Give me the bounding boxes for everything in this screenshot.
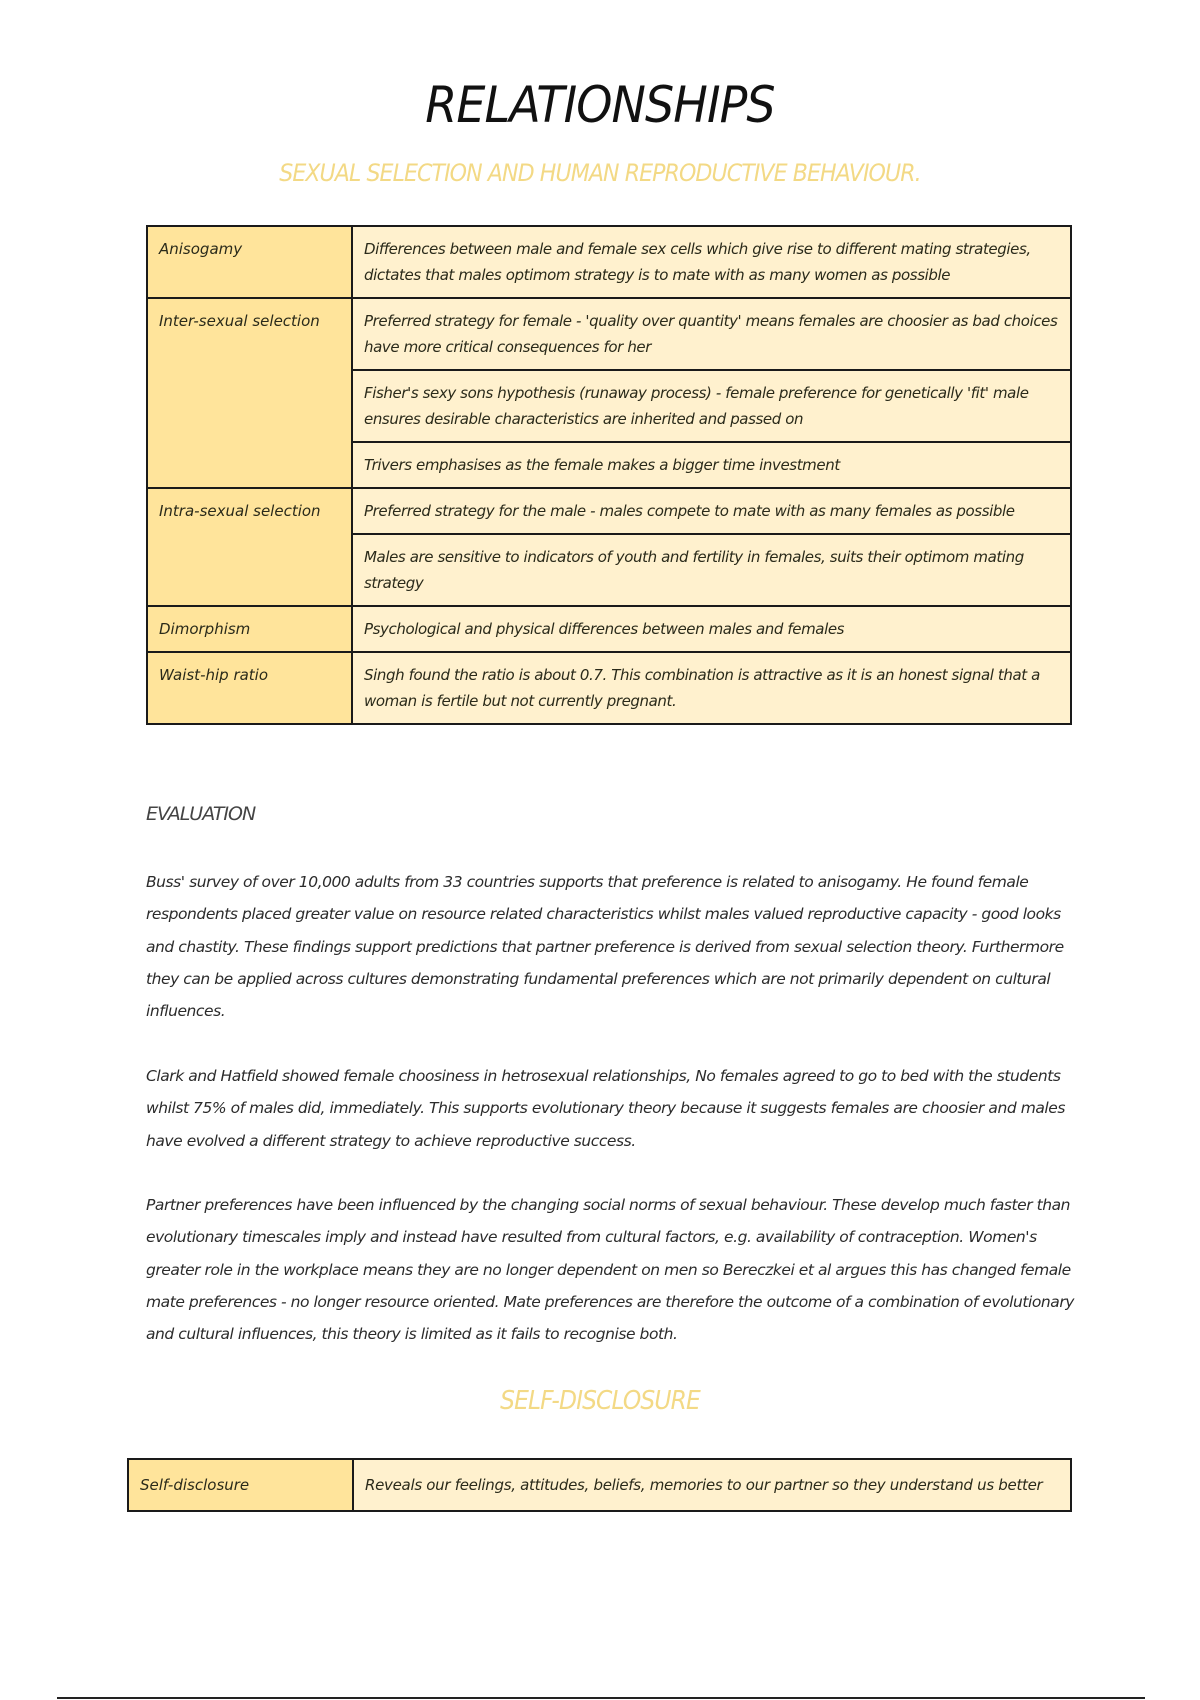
table-row (147, 652, 1071, 724)
definition-cell: Reveals our feelings, attitudes, beliefs, memories to our partner so they understand us better (353, 1459, 1071, 1511)
section-heading-self-disclosure: SELF-DISCLOSURE (500, 1386, 700, 1416)
definition-cell: Trivers emphasises as the female makes a bigger time investment (352, 442, 1071, 488)
definition-cell: Preferred strategy for female - 'quality over quantity' means females are choosier as bad choices have more critical consequences for her (352, 298, 1071, 370)
evaluation-paragraph: Partner preferences have been influenced by the changing social norms of sexual behaviour. These develop much faster than evolutionary timescales imply and instead have resulted from cultural factors, e.g. availability of contraception. Women's greater role in the workplace means they are no longer dependent on men so Bereczkei et al argues this has changed female mate preferences - no longer resource oriented. Mate preferences are therefore the outcome of a combination of evolutionary and cultural influences, this theory is limited as it fails to recognise both. (146, 1196, 1074, 1344)
table-row (147, 488, 1071, 534)
definition-cell: Differences between male and female sex cells which give rise to different mating strategies, dictates that males optimom strategy is to mate with as many women as possible (352, 226, 1071, 298)
definition-cell: Psychological and physical differences between males and females (352, 606, 1071, 652)
term-cell: Intra-sexual selection (147, 488, 352, 606)
table-row (147, 226, 1071, 298)
evaluation-heading: EVALUATION (146, 803, 256, 825)
page-title: RELATIONSHIPS (425, 76, 775, 134)
definition-cell: Singh found the ratio is about 0.7. This combination is attractive as it is an honest signal that a woman is fertile but not currently pregnant. (352, 652, 1071, 724)
page-footer-divider (57, 1697, 1145, 1699)
term-cell: Waist-hip ratio (147, 652, 352, 724)
term-cell: Inter-sexual selection (147, 298, 352, 488)
definition-cell: Preferred strategy for the male - males compete to mate with as many females as possible (352, 488, 1071, 534)
section-subtitle-sexual-selection: SEXUAL SELECTION AND HUMAN REPRODUCTIVE BEHAVIOUR. (279, 159, 921, 187)
table-row (147, 298, 1071, 370)
table-row (128, 1459, 1071, 1511)
term-cell: Anisogamy (147, 226, 352, 298)
sexual-selection-table (146, 225, 1072, 725)
term-cell: Self-disclosure (128, 1459, 353, 1511)
evaluation-paragraph: Clark and Hatfield showed female choosiness in hetrosexual relationships, No females agreed to go to bed with the students whilst 75% of males did, immediately. This supports evolutionary theory because it suggests females are choosier and males have evolved a different strategy to achieve reproductive success. (146, 1067, 1065, 1150)
table-row (147, 606, 1071, 652)
term-cell: Dimorphism (147, 606, 352, 652)
self-disclosure-table (127, 1458, 1072, 1512)
definition-cell: Males are sensitive to indicators of youth and fertility in females, suits their optimom mating strategy (352, 534, 1071, 606)
definition-cell: Fisher's sexy sons hypothesis (runaway process) - female preference for genetically 'fit' male ensures desirable characteristics are inherited and passed on (352, 370, 1071, 442)
evaluation-paragraph: Buss' survey of over 10,000 adults from 33 countries supports that preference is related to anisogamy. He found female respondents placed greater value on resource related characteristics whilst males valued reproductive capacity - good looks and chastity. These findings support predictions that partner preference is derived from sexual selection theory. Furthermore they can be applied across cultures demonstrating fundamental preferences which are not primarily dependent on cultural influences. (146, 873, 1064, 1021)
